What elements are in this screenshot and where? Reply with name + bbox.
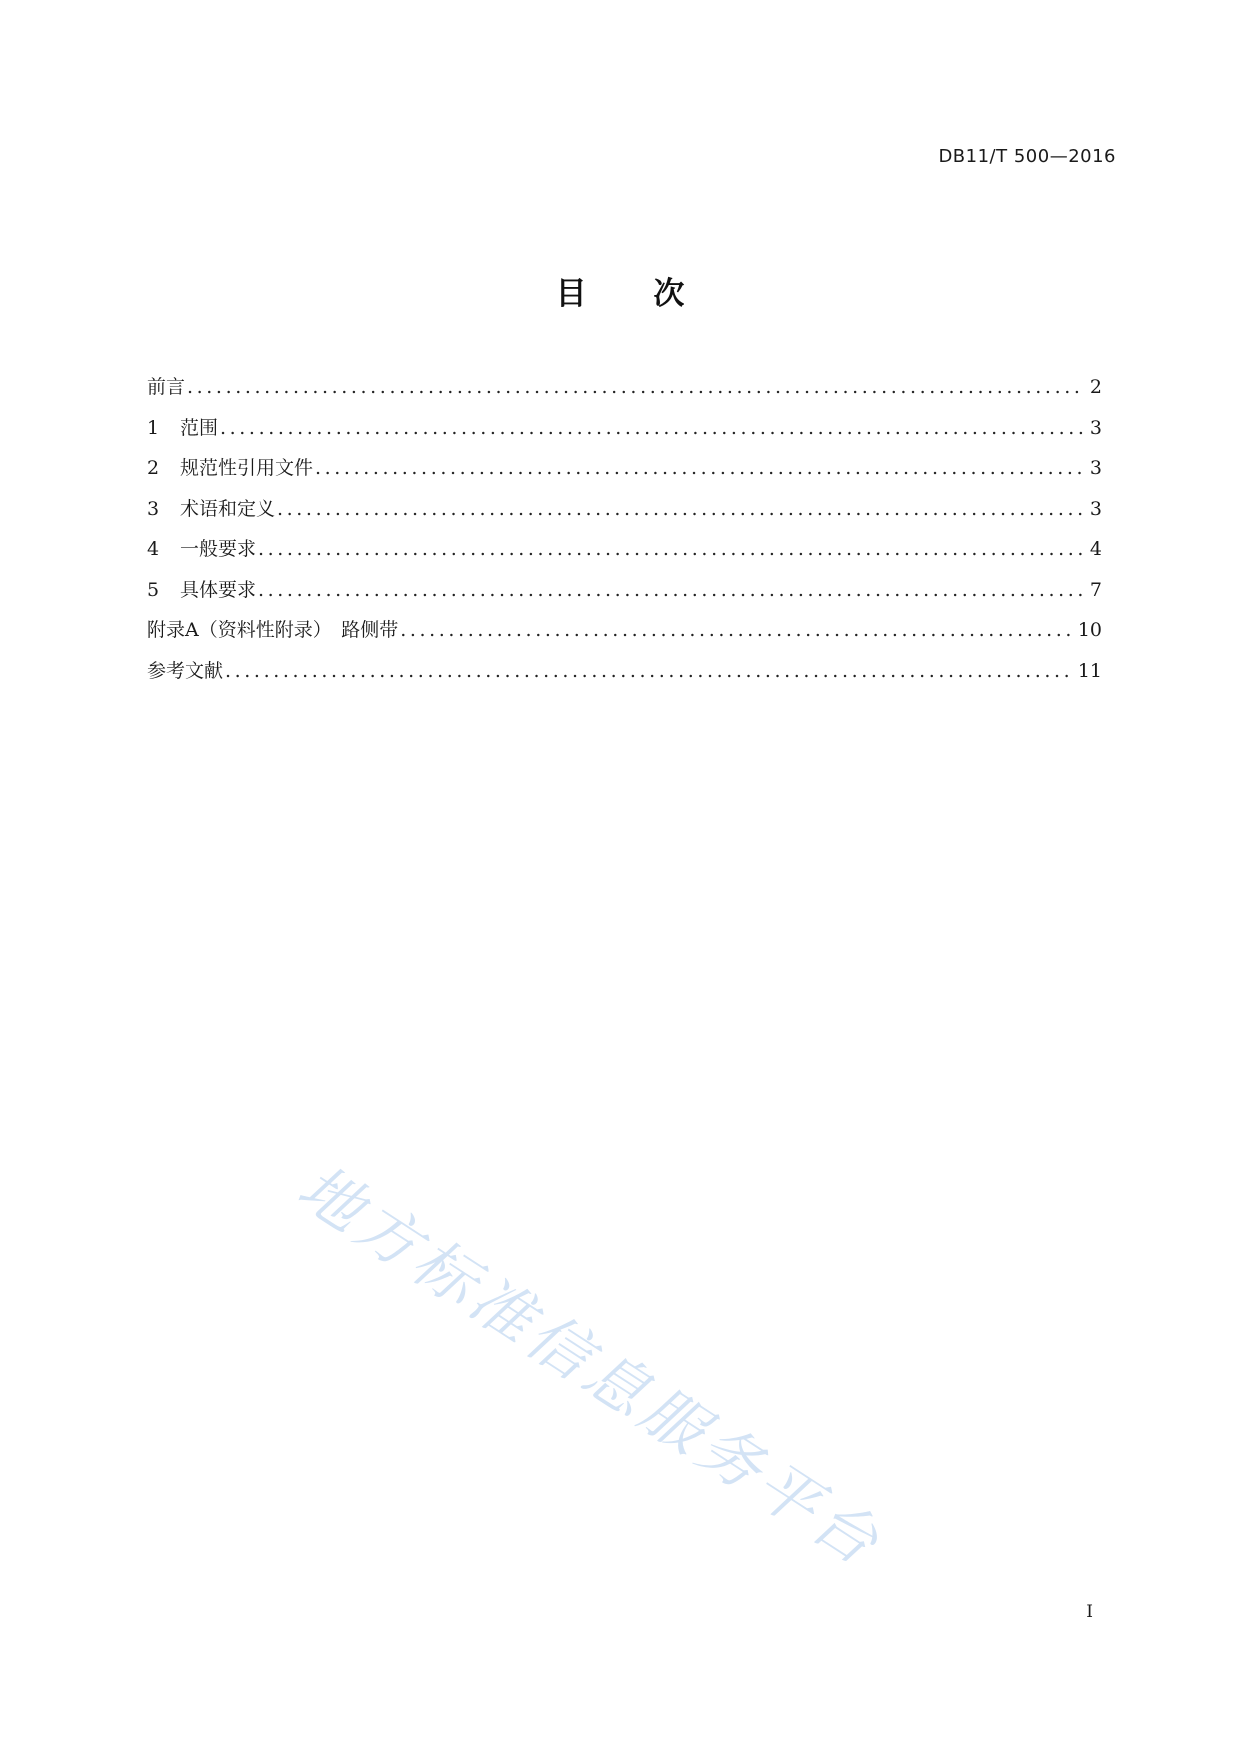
toc-entry-number: 5 [147, 578, 160, 601]
toc-entry-page: 3 [1089, 416, 1102, 439]
toc-entry-appendix-a[interactable] [147, 615, 1102, 656]
toc-entry-label: 范围 [180, 416, 219, 439]
toc-entry-terms-definitions[interactable] [147, 494, 1102, 535]
toc-leader-dots [258, 579, 1084, 601]
toc-leader-dots [187, 376, 1084, 398]
toc-entry-scope[interactable] [147, 413, 1102, 454]
toc-entry-number: 3 [147, 497, 160, 520]
toc-entry-specific-requirements[interactable] [147, 575, 1102, 616]
toc-entry-number: 4 [147, 538, 160, 560]
toc-leader-dots [277, 498, 1084, 520]
toc-entry-bibliography[interactable] [147, 656, 1102, 697]
toc-entry-foreword[interactable] [147, 372, 1102, 413]
toc-entry-page: 11 [1077, 659, 1102, 682]
toc-entry-normative-references[interactable] [147, 453, 1102, 494]
toc-entry-page: 3 [1089, 497, 1102, 520]
toc-leader-dots [258, 538, 1084, 560]
toc-entry-page: 4 [1089, 538, 1102, 560]
watermark: 地方标准信息服务平台 [285, 1150, 896, 1582]
toc-entry-number: 1 [147, 416, 160, 439]
table-of-contents [147, 372, 1102, 696]
toc-leader-dots [400, 619, 1072, 641]
toc-entry-number: 2 [147, 457, 160, 479]
toc-entry-page: 7 [1089, 578, 1102, 601]
toc-entry-page: 2 [1089, 376, 1102, 398]
page-number: I [1086, 1602, 1093, 1622]
toc-leader-dots [315, 457, 1084, 479]
toc-entry-label: 具体要求 [180, 578, 257, 601]
toc-leader-dots [220, 417, 1084, 439]
toc-entry-label: 规范性引用文件 [180, 457, 314, 479]
toc-leader-dots [225, 660, 1072, 682]
toc-title: 目 次 [555, 276, 713, 312]
document-code: DB11/T 500—2016 [938, 146, 1116, 167]
toc-entry-label: 术语和定义 [180, 497, 276, 520]
toc-entry-page: 3 [1089, 457, 1102, 479]
toc-entry-label: 附录A（资料性附录） 路侧带 [147, 619, 399, 641]
toc-entry-label: 前言 [147, 376, 186, 398]
toc-entry-label: 参考文献 [147, 659, 224, 682]
toc-entry-label: 一般要求 [180, 538, 257, 560]
toc-entry-general-requirements[interactable] [147, 534, 1102, 575]
toc-entry-page: 10 [1077, 619, 1102, 641]
